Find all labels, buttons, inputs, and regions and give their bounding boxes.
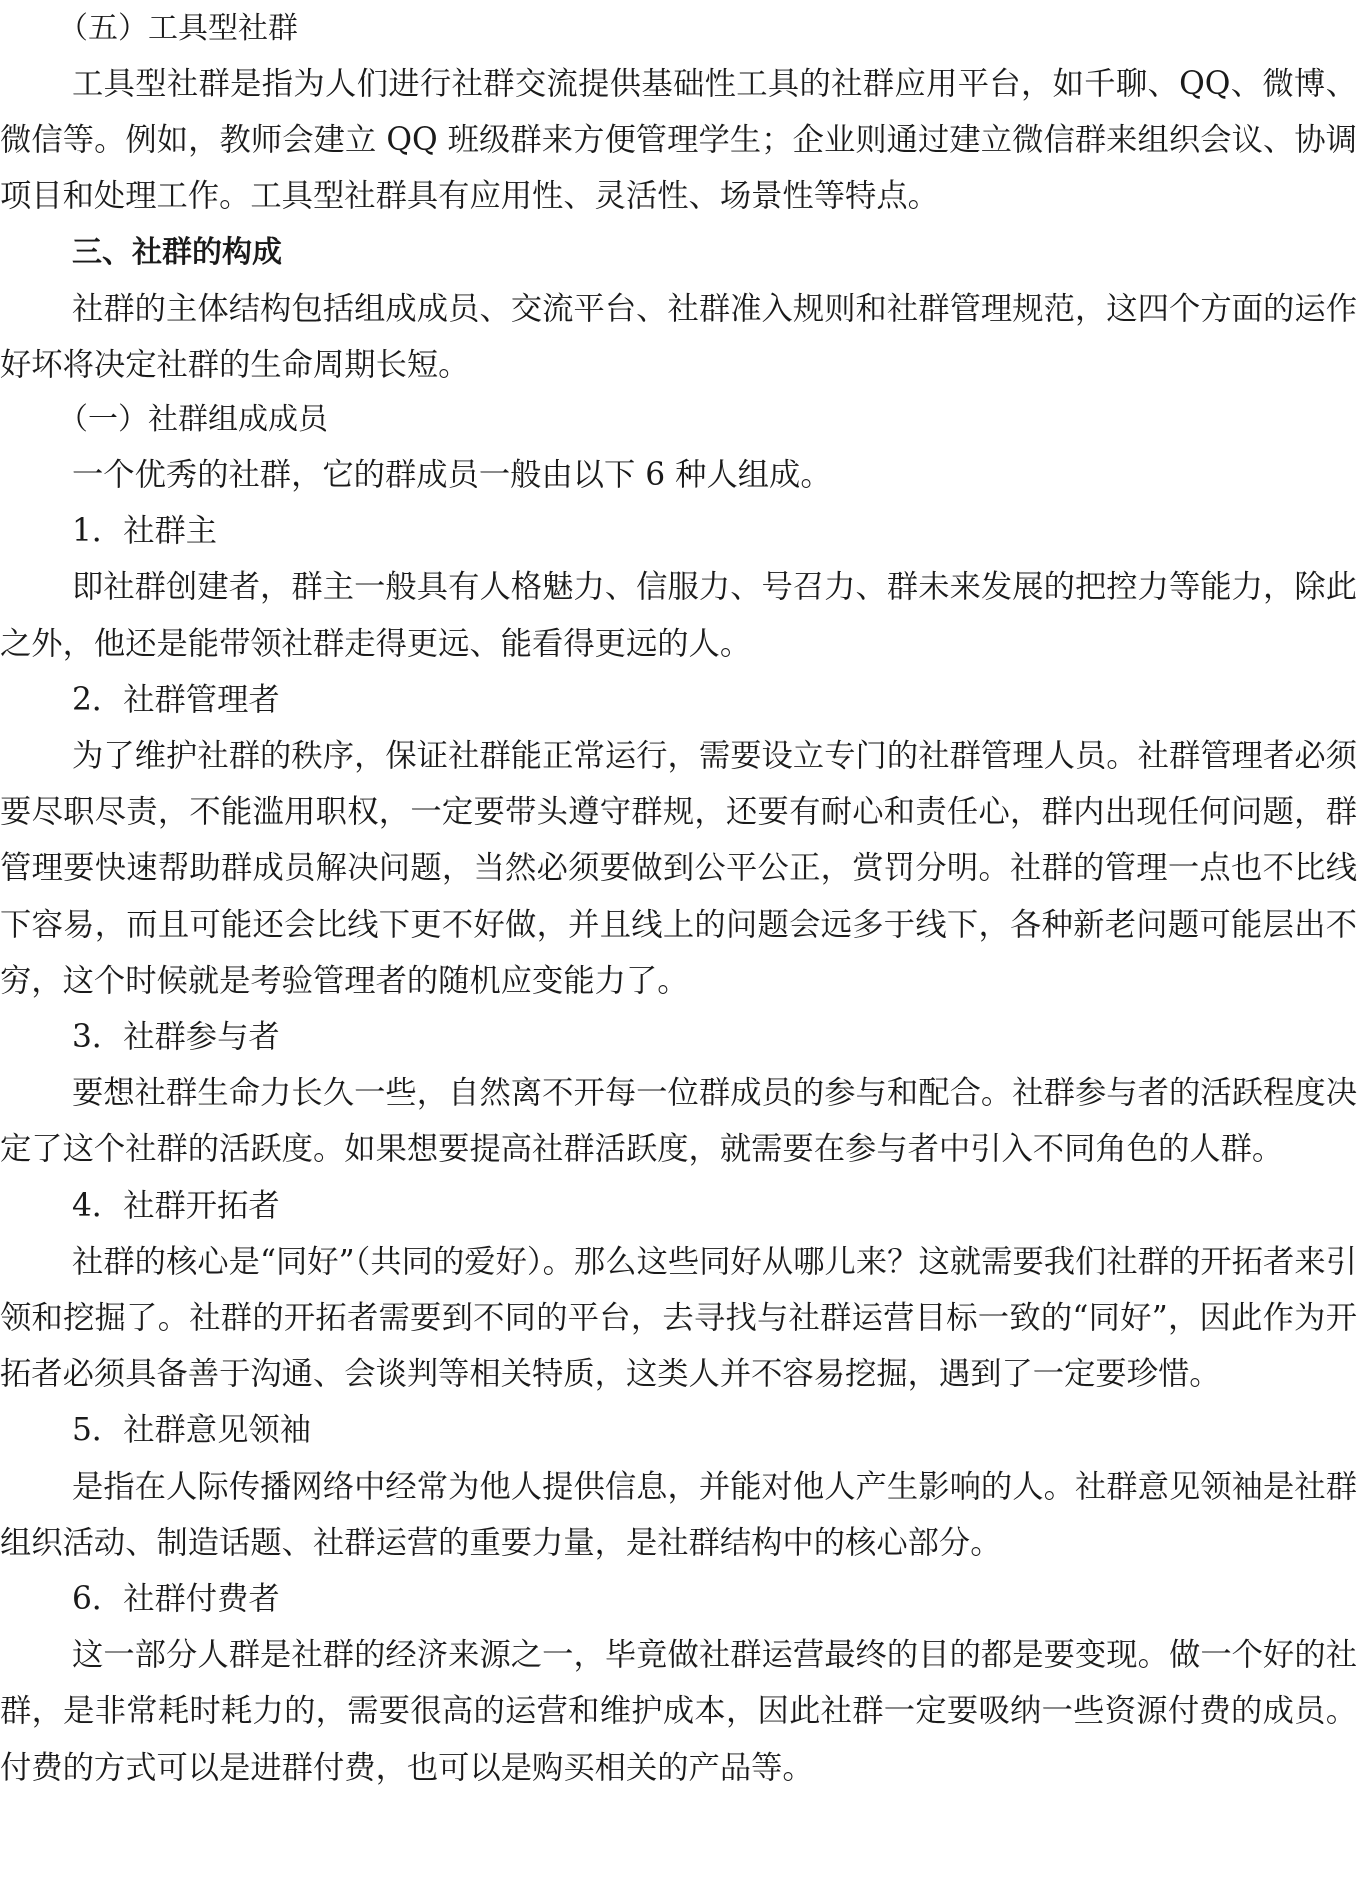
item-body-pioneer: 社群的核心是“同好”（共同的爱好）。那么这些同好从哪儿来？这就需要我们社群的开拓者来引领和挖掘了。社群的开拓者需要到不同的平台，去寻找与社群运营目标一致的“同好”，因此作为开拓者必须具备善于沟通、会谈判等相关特质，这类人并不容易挖掘，遇到了一定要珍惜。 <box>0 1243 1357 1393</box>
item-body-payer: 这一部分人群是社群的经济来源之一，毕竟做社群运营最终的目的都是要变现。做一个好的社群，是非常耗时耗力的，需要很高的运营和维护成本，因此社群一定要吸纳一些资源付费的成员。付费的方式可以是进群付费，也可以是购买相关的产品等。 <box>0 1637 1357 1786</box>
text-column <box>0 2 1357 1796</box>
item-title-owner: 1．社群主 <box>72 513 218 550</box>
item-title-opinion-leader: 5．社群意见领袖 <box>72 1412 311 1449</box>
section-heading-members: （一）社群组成成员 <box>58 402 328 438</box>
item-body-manager: 为了维护社群的秩序，保证社群能正常运行，需要设立专门的社群管理人员。社群管理者必须要尽职尽责，不能滥用职权，一定要带头遵守群规，还要有耐心和责任心，群内出现任何问题，群管理要快速帮助群成员解决问题，当然必须要做到公平公正，赏罚分明。社群的管理一点也不比线下容易，而且可能还会比线下更不好做，并且线上的问题会远多于线下，各种新老问题可能层出不穷，这个时候就是考验管理者的随机应变能力了。 <box>0 738 1357 999</box>
section-heading-tool-community: （五）工具型社群 <box>58 11 298 46</box>
paragraph-tool-community: 工具型社群是指为人们进行社群交流提供基础性工具的社群应用平台，如千聊、QQ、微博、微信等。例如，教师会建立 QQ 班级群来方便管理学生；企业则通过建立微信群来组织会议、协调项目和处理工作。工具型社群具有应用性、灵活性、场景性等特点。 <box>0 66 1357 215</box>
item-title-manager: 2．社群管理者 <box>72 681 280 718</box>
item-title-pioneer: 4．社群开拓者 <box>72 1187 280 1224</box>
paragraph-composition-intro: 社群的主体结构包括组成成员、交流平台、社群准入规则和社群管理规范，这四个方面的运作好坏将决定社群的生命周期长短。 <box>0 290 1357 383</box>
paragraph-members-intro: 一个优秀的社群，它的群成员一般由以下 6 种人组成。 <box>72 457 832 494</box>
section-heading-composition: 三、社群的构成 <box>72 234 282 270</box>
item-body-owner: 即社群创建者，群主一般具有人格魅力、信服力、号召力、群未来发展的把控力等能力，除此之外，他还是能带领社群走得更远、能看得更远的人。 <box>0 569 1357 662</box>
item-title-participant: 3．社群参与者 <box>72 1019 280 1056</box>
item-body-opinion-leader: 是指在人际传播网络中经常为他人提供信息，并能对他人产生影响的人。社群意见领袖是社群组织活动、制造话题、社群运营的重要力量，是社群结构中的核心部分。 <box>0 1468 1357 1561</box>
item-body-participant: 要想社群生命力长久一些，自然离不开每一位群成员的参与和配合。社群参与者的活跃程度决定了这个社群的活跃度。如果想要提高社群活跃度，就需要在参与者中引入不同角色的人群。 <box>0 1075 1357 1168</box>
item-title-payer: 6．社群付费者 <box>72 1581 280 1617</box>
